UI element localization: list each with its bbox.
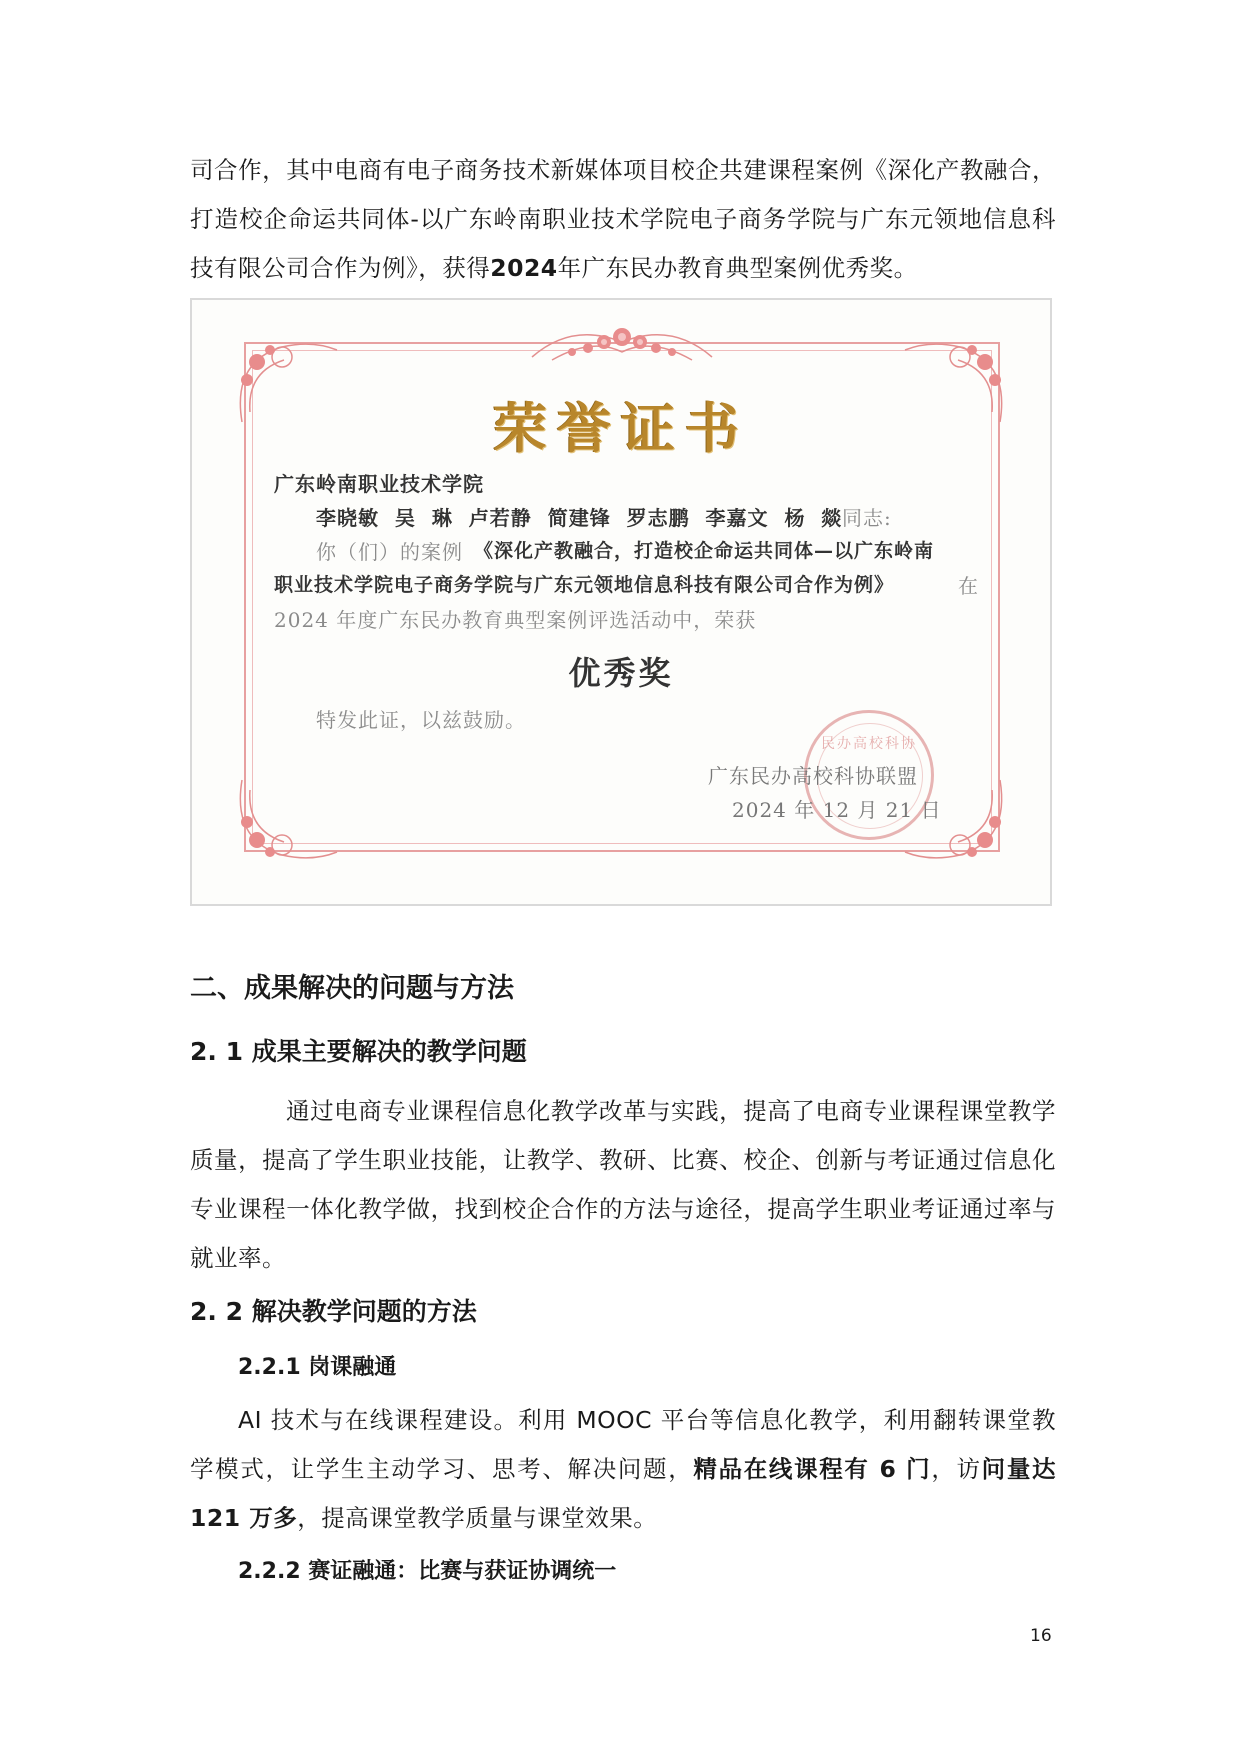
certificate-body-line1-case: 《深化产教融合，打造校企命运共同体—以广东岭南: [474, 540, 935, 562]
section-2-2-heading: 2. 2 解决教学问题的方法: [190, 1297, 477, 1326]
certificate-image: [190, 298, 1052, 906]
visit-count: 问量达 121 万多: [190, 1455, 1057, 1532]
certificate-issuer: 广东民办高校科协联盟: [708, 764, 918, 788]
certificate-award: 优秀奖: [568, 654, 674, 692]
section-2-2-1-heading: 2.2.1 岗课融通: [238, 1355, 397, 1380]
section-2-2-2-heading: 2.2.2 赛证融通：比赛与获证协调统一: [238, 1559, 617, 1584]
intro-year: 2024: [490, 254, 558, 282]
floral-ornament-bottom-left-icon: [222, 770, 342, 880]
certificate-body-line3: 2024 年度广东民办教育典型案例评选活动中，荣获: [274, 608, 757, 632]
certificate-date: 2024 年 12 月 21 日: [732, 798, 942, 822]
intro-paragraph: [190, 146, 1056, 293]
intro-text-1: 司合作，其中电商有电子商务技术新媒体项目校企共建课程案例《深化产教融合，打造校企命运共同体-以广东岭南职业技术学院电子商务学院与广东元领地信息科技有限公司合作为例》，获得: [190, 156, 1056, 282]
certificate-recipient-org: 广东岭南职业技术学院: [274, 472, 484, 496]
certificate-body-line2-suffix: 在: [958, 574, 979, 598]
page-number: 16: [1030, 1626, 1052, 1646]
section-2-heading: 二、成果解决的问题与方法: [190, 973, 514, 1004]
certificate-closing: 特发此证，以兹鼓励。: [316, 708, 526, 732]
section-2-1-paragraph: 通过电商专业课程信息化教学改革与实践，提高了电商专业课程课堂教学质量，提高了学生职业技能，让教学、教研、比赛、校企、创新与考证通过信息化专业课程一体化教学做，找到校企合作的方法与途径，提高学生职业考证通过率与就业率。: [190, 1097, 1056, 1272]
certificate-body-line2-case: 职业技术学院电子商务学院与广东元领地信息科技有限公司合作为例》: [274, 574, 895, 596]
certificate-body-line1-prefix: 你（们）的案例: [316, 540, 463, 564]
intro-text-2: 年广东民办教育典型案例优秀奖。: [557, 254, 918, 282]
online-courses-count: 精品在线课程有 6 门: [693, 1455, 932, 1483]
certificate-salutation: 同志:: [842, 506, 892, 530]
floral-ornament-top-icon: [522, 312, 722, 372]
certificate-title: 荣誉证书: [493, 396, 749, 460]
section-2-2-1-paragraph: AI 技术与在线课程建设。利用 MOOC 平台等信息化教学，利用翻转课堂教学模式，让学生主动学习、思考、解决问题，精品在线课程有 6 门，访问量达 121 万多，提高课堂教学质量与课堂效果。: [190, 1406, 1057, 1532]
certificate-names: 李晓敏 吴 琳 卢若静 简建锋 罗志鹏 李嘉文 杨 燚: [316, 506, 843, 530]
section-2-1-heading: 2. 1 成果主要解决的教学问题: [190, 1037, 527, 1066]
certificate-seal-text: 民办高校科协: [821, 736, 917, 752]
